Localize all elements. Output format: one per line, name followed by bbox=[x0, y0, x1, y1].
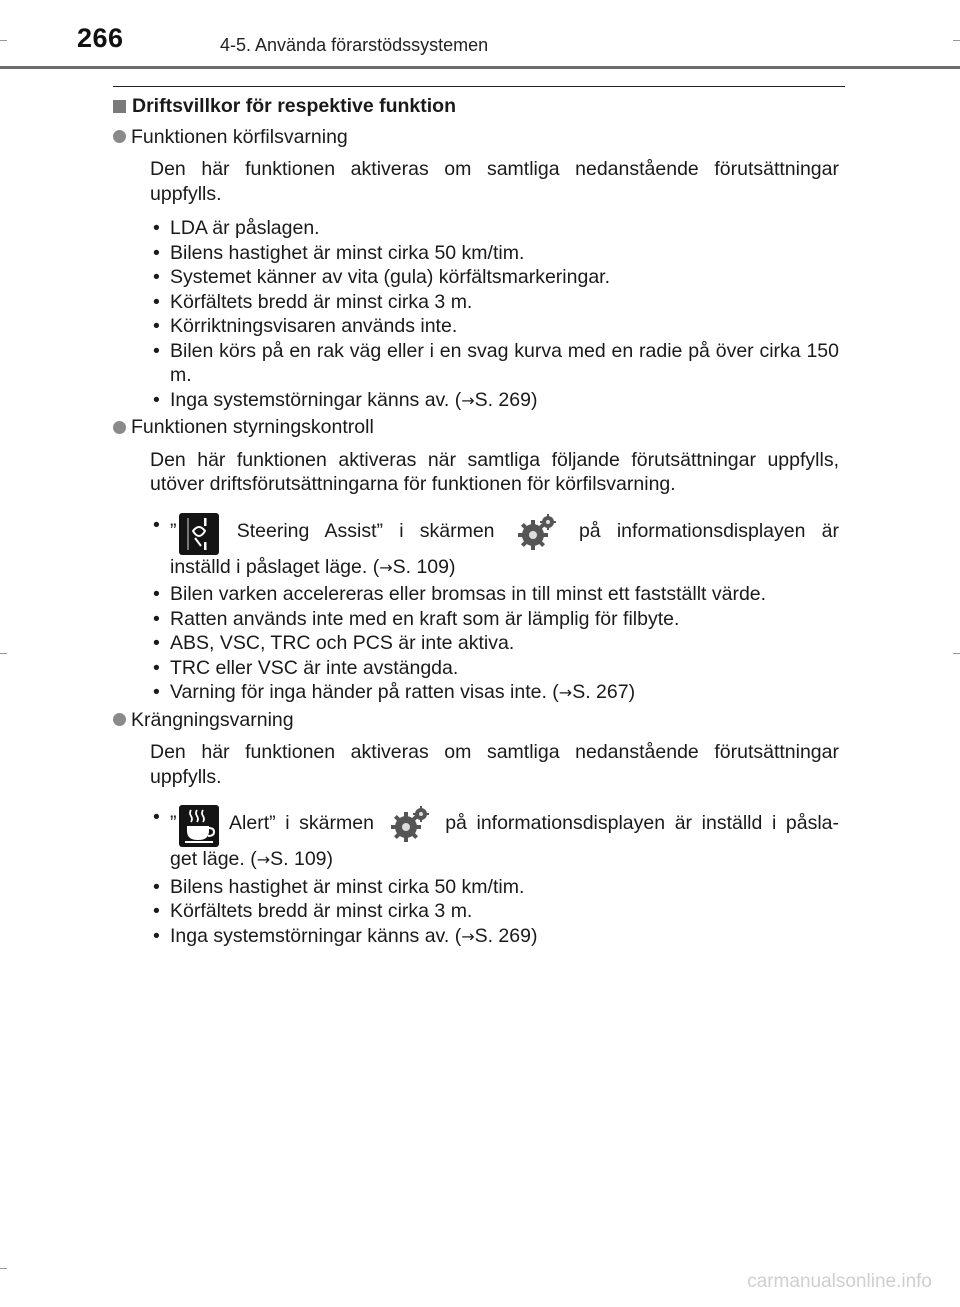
item-heading bbox=[113, 708, 839, 733]
condition-list bbox=[150, 805, 839, 949]
list-item-text: Varning för inga händer på ratten visas inte. ( bbox=[170, 681, 559, 703]
icon-line-continuation bbox=[170, 847, 839, 873]
list-item bbox=[150, 924, 839, 950]
list-item: • Körfältets bredd är minst cirka 3 m. bbox=[150, 290, 839, 315]
page-reference-link[interactable]: S. 109) bbox=[392, 555, 456, 578]
section-title: Driftsvillkor för respektive funktion bbox=[132, 95, 456, 117]
list-item: • LDA är påslagen. bbox=[150, 216, 839, 241]
item-heading bbox=[113, 125, 839, 150]
icon-line bbox=[170, 513, 839, 555]
condition-list bbox=[150, 216, 839, 413]
square-bullet-icon bbox=[113, 100, 126, 113]
icon-line-continuation bbox=[170, 555, 839, 581]
page-header bbox=[0, 0, 960, 70]
list-item bbox=[150, 513, 839, 581]
section-heading bbox=[113, 94, 839, 119]
crop-mark bbox=[0, 653, 7, 654]
page-number: 266 bbox=[77, 23, 124, 53]
list-item: • Bilen körs på en rak väg eller i en svag kurva med en radie på över cirka 150 m. bbox=[150, 339, 839, 388]
continuation-text: get läge. ( bbox=[170, 848, 257, 870]
condition-list bbox=[150, 513, 839, 706]
header-divider bbox=[0, 66, 960, 69]
crop-mark bbox=[953, 653, 960, 654]
watermark: carmanualsonline.info bbox=[747, 1271, 932, 1292]
crop-mark bbox=[0, 40, 7, 41]
page-reference-link[interactable]: S. 109) bbox=[270, 848, 334, 870]
crop-mark bbox=[953, 40, 960, 41]
sway-warning-coffee-icon bbox=[179, 805, 219, 847]
open-quote: ” bbox=[170, 519, 177, 542]
list-item: • Bilens hastighet är minst cirka 50 km/tim. bbox=[150, 241, 839, 266]
crop-mark bbox=[0, 1268, 7, 1269]
icon-label: Alert” i skärmen bbox=[229, 812, 374, 834]
settings-gear-icon bbox=[388, 805, 432, 845]
list-item bbox=[150, 805, 839, 873]
list-item: • ABS, VSC, TRC och PCS är inte aktiva. bbox=[150, 631, 839, 656]
section-divider bbox=[113, 86, 845, 87]
page-content bbox=[113, 94, 839, 951]
list-item: • Systemet känner av vita (gula) körfältsmarkeringar. bbox=[150, 265, 839, 290]
reference-arrow: → bbox=[461, 926, 475, 946]
icon-label: Steering Assist” i skärmen bbox=[236, 519, 495, 542]
list-item: • Bilen varken accelereras eller bromsas in till minst ett fastställt värde. bbox=[150, 582, 839, 607]
dot-bullet-icon bbox=[113, 713, 126, 726]
item-title: Funktionen styrningskontroll bbox=[131, 416, 374, 438]
list-item: • TRC eller VSC är inte avstängda. bbox=[150, 656, 839, 681]
list-item: • Körriktningsvisaren används inte. bbox=[150, 314, 839, 339]
item-heading bbox=[113, 415, 839, 440]
item-intro: Den här funktionen aktiveras när samtliga följande förutsättningar uppfylls, utöver driftsförutsättningarna för funktionen för körfilsvarning. bbox=[150, 448, 839, 495]
steering-assist-icon bbox=[179, 513, 219, 555]
item-intro: Den här funktionen aktiveras om samtliga nedanstående förutsättningar uppfylls. bbox=[150, 741, 839, 788]
icon-line-text: på informationsdisplayen är bbox=[578, 519, 840, 542]
reference-arrow: → bbox=[256, 850, 271, 869]
chapter-title: 4-5. Använda förarstödssystemen bbox=[220, 35, 489, 55]
dot-bullet-icon bbox=[113, 421, 126, 434]
page-reference-link[interactable]: S. 269) bbox=[474, 924, 538, 947]
item-title: Krängningsvarning bbox=[131, 708, 294, 731]
list-item bbox=[150, 680, 839, 706]
icon-line bbox=[170, 805, 839, 847]
list-item-text: Inga systemstörningar känns av. ( bbox=[170, 388, 462, 411]
dot-bullet-icon bbox=[113, 130, 126, 143]
icon-line-text: på informationsdisplayen är inställd i påsla- bbox=[445, 812, 840, 834]
continuation-text: inställd i påslaget läge. ( bbox=[170, 555, 380, 578]
reference-arrow: → bbox=[461, 390, 475, 410]
page-reference-link[interactable]: S. 267) bbox=[572, 681, 636, 703]
open-quote: ” bbox=[170, 812, 177, 834]
item-title: Funktionen körfilsvarning bbox=[131, 125, 348, 148]
list-item: • Bilens hastighet är minst cirka 50 km/tim. bbox=[150, 875, 839, 900]
reference-arrow: → bbox=[379, 557, 393, 577]
list-item-text: Inga systemstörningar känns av. ( bbox=[170, 924, 462, 947]
settings-gear-icon bbox=[515, 513, 559, 553]
reference-arrow: → bbox=[558, 683, 573, 702]
list-item: • Körfältets bredd är minst cirka 3 m. bbox=[150, 899, 839, 924]
page-reference-link[interactable]: S. 269) bbox=[474, 388, 538, 411]
list-item bbox=[150, 388, 839, 414]
item-intro: Den här funktionen aktiveras om samtliga nedanstående förutsättningar uppfylls. bbox=[150, 158, 839, 205]
list-item: • Ratten används inte med en kraft som är lämplig för filbyte. bbox=[150, 607, 839, 632]
